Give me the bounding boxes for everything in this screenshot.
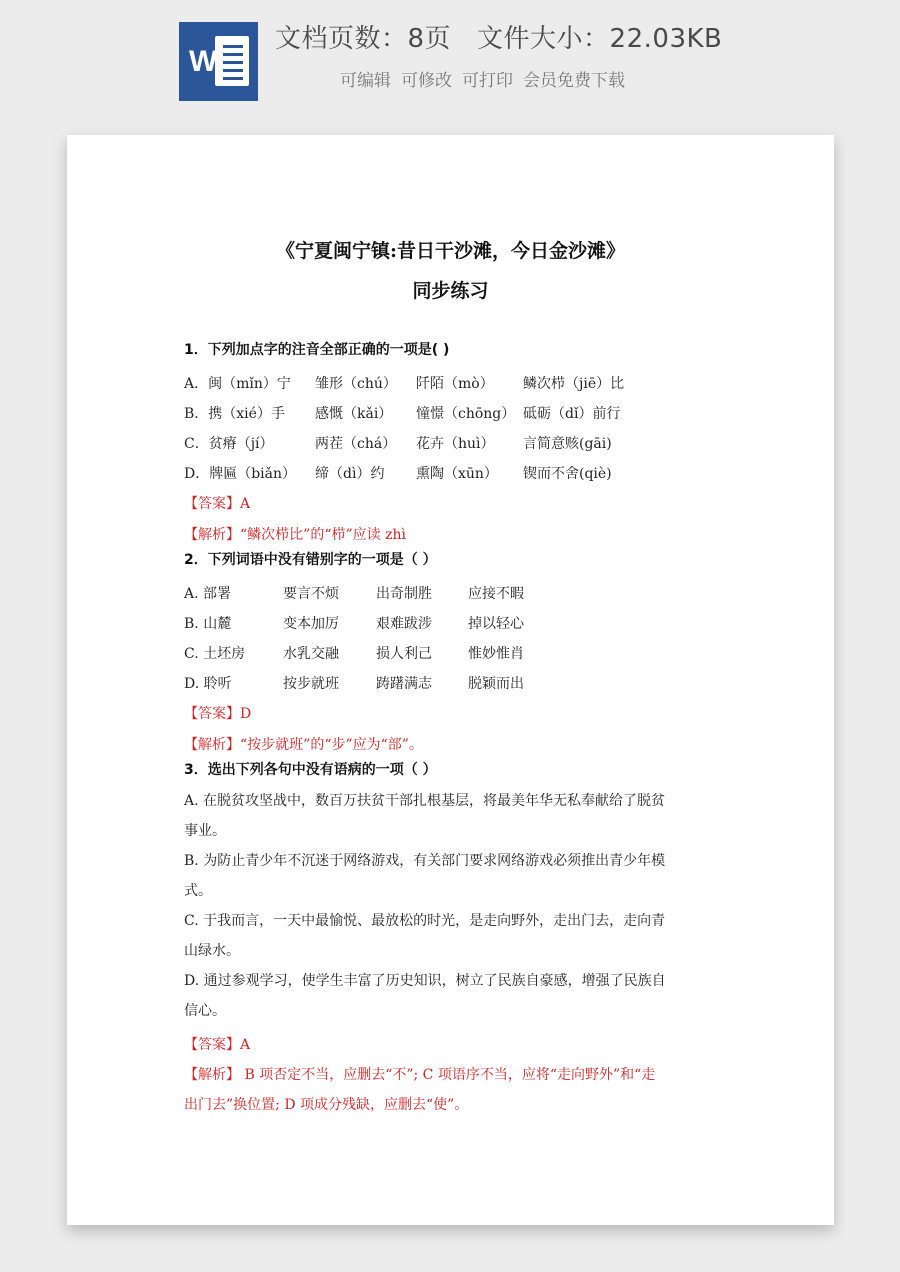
option-cell: 言简意赅(gāi)	[523, 436, 612, 452]
option-cell: 按步就班	[283, 676, 339, 692]
option-cell: 雏形（chú）	[315, 376, 397, 392]
option-cell: 惟妙惟肖	[468, 646, 524, 662]
logo-letter: W	[189, 45, 218, 78]
option-cell: 脱颖而出	[468, 676, 524, 692]
question-2-option-a	[184, 583, 524, 603]
option-cell: 变本加厉	[283, 616, 339, 632]
question-2-option-b	[184, 613, 524, 633]
option-cell: 鳞次栉（jiē）比	[523, 376, 625, 392]
feature-editable: 可编辑	[340, 71, 391, 91]
question-3-line: B. 为防止青少年不沉迷于网络游戏，有关部门要求网络游戏必须推出青少年模	[184, 853, 666, 869]
question-1-option-d	[184, 463, 612, 483]
option-cell: 两茬（chá）	[315, 436, 397, 452]
question-3-line: D. 通过参观学习，使学生丰富了历史知识，树立了民族自豪感，增强了民族自	[184, 973, 666, 989]
option-cell: 感慨（kǎi）	[315, 406, 393, 422]
question-3-line: C. 于我而言，一天中最愉悦、最放松的时光，是走向野外，走出门去，走向青	[184, 913, 666, 929]
option-cell: 阡陌（mò）	[416, 376, 494, 392]
question-3-line: 山绿水。	[184, 943, 240, 959]
feature-member-download: 会员免费下载	[523, 71, 625, 91]
option-cell: 缔（dì）约	[315, 466, 385, 482]
option-cell: 踌躇满志	[376, 676, 432, 692]
option-cell: D. 聆听	[184, 676, 232, 692]
page-count: 文档页数：8页	[275, 24, 452, 54]
question-1-analysis: 【解析】“鳞次栉比”的“栉”应读 zhì	[184, 527, 406, 543]
option-cell: B. 山麓	[184, 616, 232, 632]
question-1-option-c	[184, 433, 612, 453]
question-1-option-a	[184, 373, 624, 393]
download-banner	[0, 0, 900, 120]
document-title: 《宁夏闽宁镇:昔日干沙滩，今日金沙滩》	[275, 240, 625, 262]
option-cell: C．贫瘠（jí）	[184, 436, 274, 452]
feature-list	[340, 66, 635, 91]
word-icon	[179, 22, 258, 101]
option-cell: A. 部署	[184, 586, 232, 602]
question-3-stem: 3．选出下列各句中没有语病的一项（ ）	[184, 762, 437, 778]
question-3-line: 式。	[184, 883, 212, 899]
question-1-option-b	[184, 403, 620, 423]
option-cell: 掉以轻心	[468, 616, 524, 632]
question-2-option-c	[184, 643, 524, 663]
question-2-stem: 2．下列词语中没有错别字的一项是（ ）	[184, 552, 437, 568]
option-cell: 憧憬（chōng）	[416, 406, 516, 422]
feature-printable: 可打印	[462, 71, 513, 91]
question-3-analysis-line: 出门去”换位置; D 项成分残缺，应删去“使”。	[184, 1097, 469, 1113]
option-cell: 损人利己	[376, 646, 432, 662]
option-cell: 砥砺（dǐ）前行	[523, 406, 621, 422]
question-3-line: 事业。	[184, 823, 226, 839]
question-3-line: A. 在脱贫攻坚战中，数百万扶贫干部扎根基层，将最美年华无私奉献给了脱贫	[184, 793, 666, 809]
question-3-analysis-line: 【解析】 B 项否定不当，应删去“不”; C 项语序不当，应将“走向野外”和“走	[184, 1067, 656, 1083]
file-info	[275, 18, 748, 55]
question-1-answer: 【答案】A	[184, 496, 251, 512]
question-3-line: 信心。	[184, 1003, 226, 1019]
question-2-answer: 【答案】D	[184, 706, 252, 722]
question-2-analysis: 【解析】“按步就班”的“步”应为“部”。	[184, 737, 423, 753]
option-cell: 艰难跋涉	[376, 616, 432, 632]
option-cell: 出奇制胜	[376, 586, 432, 602]
option-cell: 锲而不舍(qiè)	[523, 466, 612, 482]
option-cell: A．闽（mǐn）宁	[184, 376, 291, 392]
question-2-option-d	[184, 673, 524, 693]
option-cell: B．携（xié）手	[184, 406, 285, 422]
question-1-stem: 1．下列加点字的注音全部正确的一项是( )	[184, 342, 450, 358]
option-cell: 水乳交融	[283, 646, 339, 662]
option-cell: 熏陶（xūn）	[416, 466, 498, 482]
question-3-answer: 【答案】A	[184, 1037, 251, 1053]
option-cell: 花卉（huì）	[416, 436, 495, 452]
option-cell: 要言不烦	[283, 586, 339, 602]
file-size: 文件大小：22.03KB	[477, 24, 723, 54]
document-page	[67, 135, 834, 1225]
option-cell: D．牌匾（biǎn）	[184, 466, 297, 482]
feature-modifiable: 可修改	[401, 71, 452, 91]
option-cell: C. 土坯房	[184, 646, 246, 662]
document-subtitle: 同步练习	[412, 280, 489, 302]
option-cell: 应接不暇	[468, 586, 524, 602]
